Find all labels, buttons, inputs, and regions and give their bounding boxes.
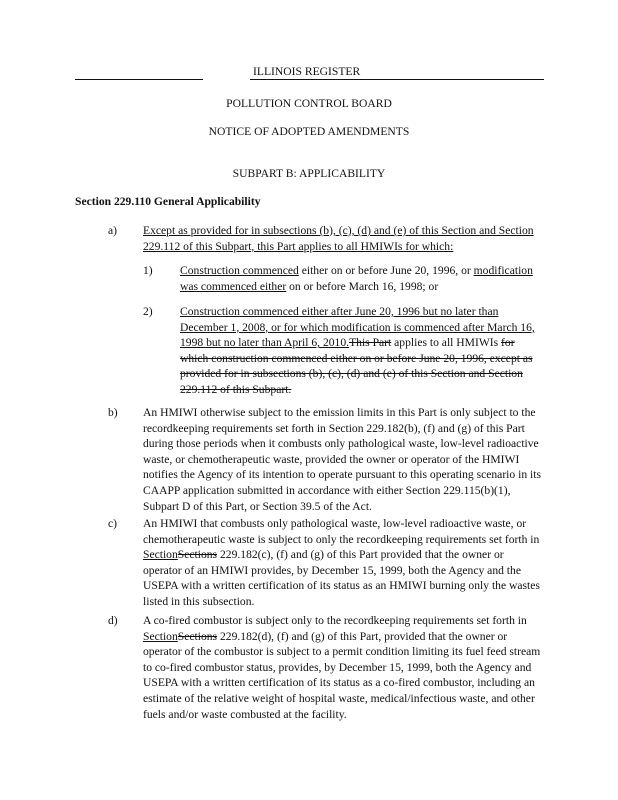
register-title: ILLINOIS REGISTER	[253, 65, 361, 78]
item-1-plain-1: either on or before June 20, 1996, or	[298, 264, 474, 277]
item-1-insertion-1: Construction commenced	[180, 264, 299, 277]
subsection-c-deletion: Sections	[177, 548, 218, 562]
notice-title: NOTICE OF ADOPTED AMENDMENTS	[208, 125, 410, 138]
header-left-rule	[75, 79, 203, 80]
item-1-label: 1)	[143, 264, 153, 277]
subsection-c-plain-1: An HMIWI that combusts only pathological waste, low-level radioactive waste, or chemotherapeutic waste is subject to only the recordkeeping requirements set forth in	[143, 517, 540, 546]
board-title: POLLUTION CONTROL BOARD	[226, 97, 392, 110]
item-1-text	[180, 263, 543, 294]
item-1-plain-2: on or before March 16, 1998; or	[286, 279, 439, 293]
subsection-d-text	[143, 613, 543, 722]
subsection-c-text	[143, 516, 543, 610]
subsection-a-insertion: Except as provided for in subsections (b), (c), (d) and (e) of this Section and Section 229.112 of this Subpart, this Part applies to all HMIWIs for which:	[143, 224, 534, 253]
subsection-d-label: d)	[108, 614, 118, 627]
subsection-c-plain-2: 229.182(c), (f) and (g) of this Part provided that the owner or operator of an HMIWI provides, by December 15, 1999, both the Agency and the USEPA with a written certification of its status as an HMIWI burning only the wastes listed in this subsection.	[143, 548, 540, 608]
subsection-d-deletion: Sections	[177, 629, 218, 643]
item-1-insertion-2: modification was commenced either	[180, 264, 533, 293]
section-heading: Section 229.110 General Applicability	[75, 195, 261, 208]
subpart-heading: SUBPART B: APPLICABILITY	[232, 167, 386, 180]
item-2-deletion-2: for which construction commenced either on or before June 20, 1996, except as provided for in subsections (b), (c), (d) and (e) of this Section and Section 229.112 of this Subpart.	[180, 336, 533, 396]
item-2-deletion-1: This Part	[349, 336, 392, 350]
subsection-a-label: a)	[108, 224, 118, 237]
item-2-label: 2)	[143, 305, 153, 318]
subsection-d-plain-2: 229.182(d), (f) and (g) of this Part, provided that the owner or operator of the combustor is subject to a permit condition limiting its fuel feed stream to co-fired combustor status, provides, by December 15, 1999, both the Agency and USEPA with a written certification of its status as a co-fired combustor, including an estimate of the relative weight of hospital waste, medical/infectious waste, and other fuels and/or waste combusted at the facility.	[143, 629, 541, 721]
subsection-b-label: b)	[108, 406, 118, 419]
item-2-text	[180, 304, 543, 398]
subsection-c-insertion: Section	[143, 548, 178, 562]
subsection-c-label: c)	[108, 517, 118, 530]
subsection-d-plain-1: A co-fired combustor is subject only to the recordkeeping requirements set forth in	[143, 614, 527, 627]
subsection-a-text	[143, 223, 543, 254]
item-2-plain: applies to all HMIWIs	[391, 336, 502, 350]
item-2-insertion: Construction commenced either after June 20, 1996 but no later than December 1, 2008, or for which modification is commenced after March 16, 1998 but no later than April 6, 2010.	[180, 305, 535, 350]
subsection-b-text: An HMIWI otherwise subject to the emission limits in this Part is only subject to the recordkeeping requirements set forth in Section 229.182(b), (f) and (g) of this Part during those periods when it combusts only pathological waste, low-level radioactive waste, or chemotherapeutic waste, provided the owner or operator of the HMIWI notifies the Agency of its intention to operate pursuant to this operating scenario in its CAAPP application submitted in accordance with either Section 229.115(b)(1), Subpart D of this Part, or Section 39.5 of the Act.	[143, 406, 541, 513]
subsection-d-insertion: Section	[143, 629, 178, 643]
